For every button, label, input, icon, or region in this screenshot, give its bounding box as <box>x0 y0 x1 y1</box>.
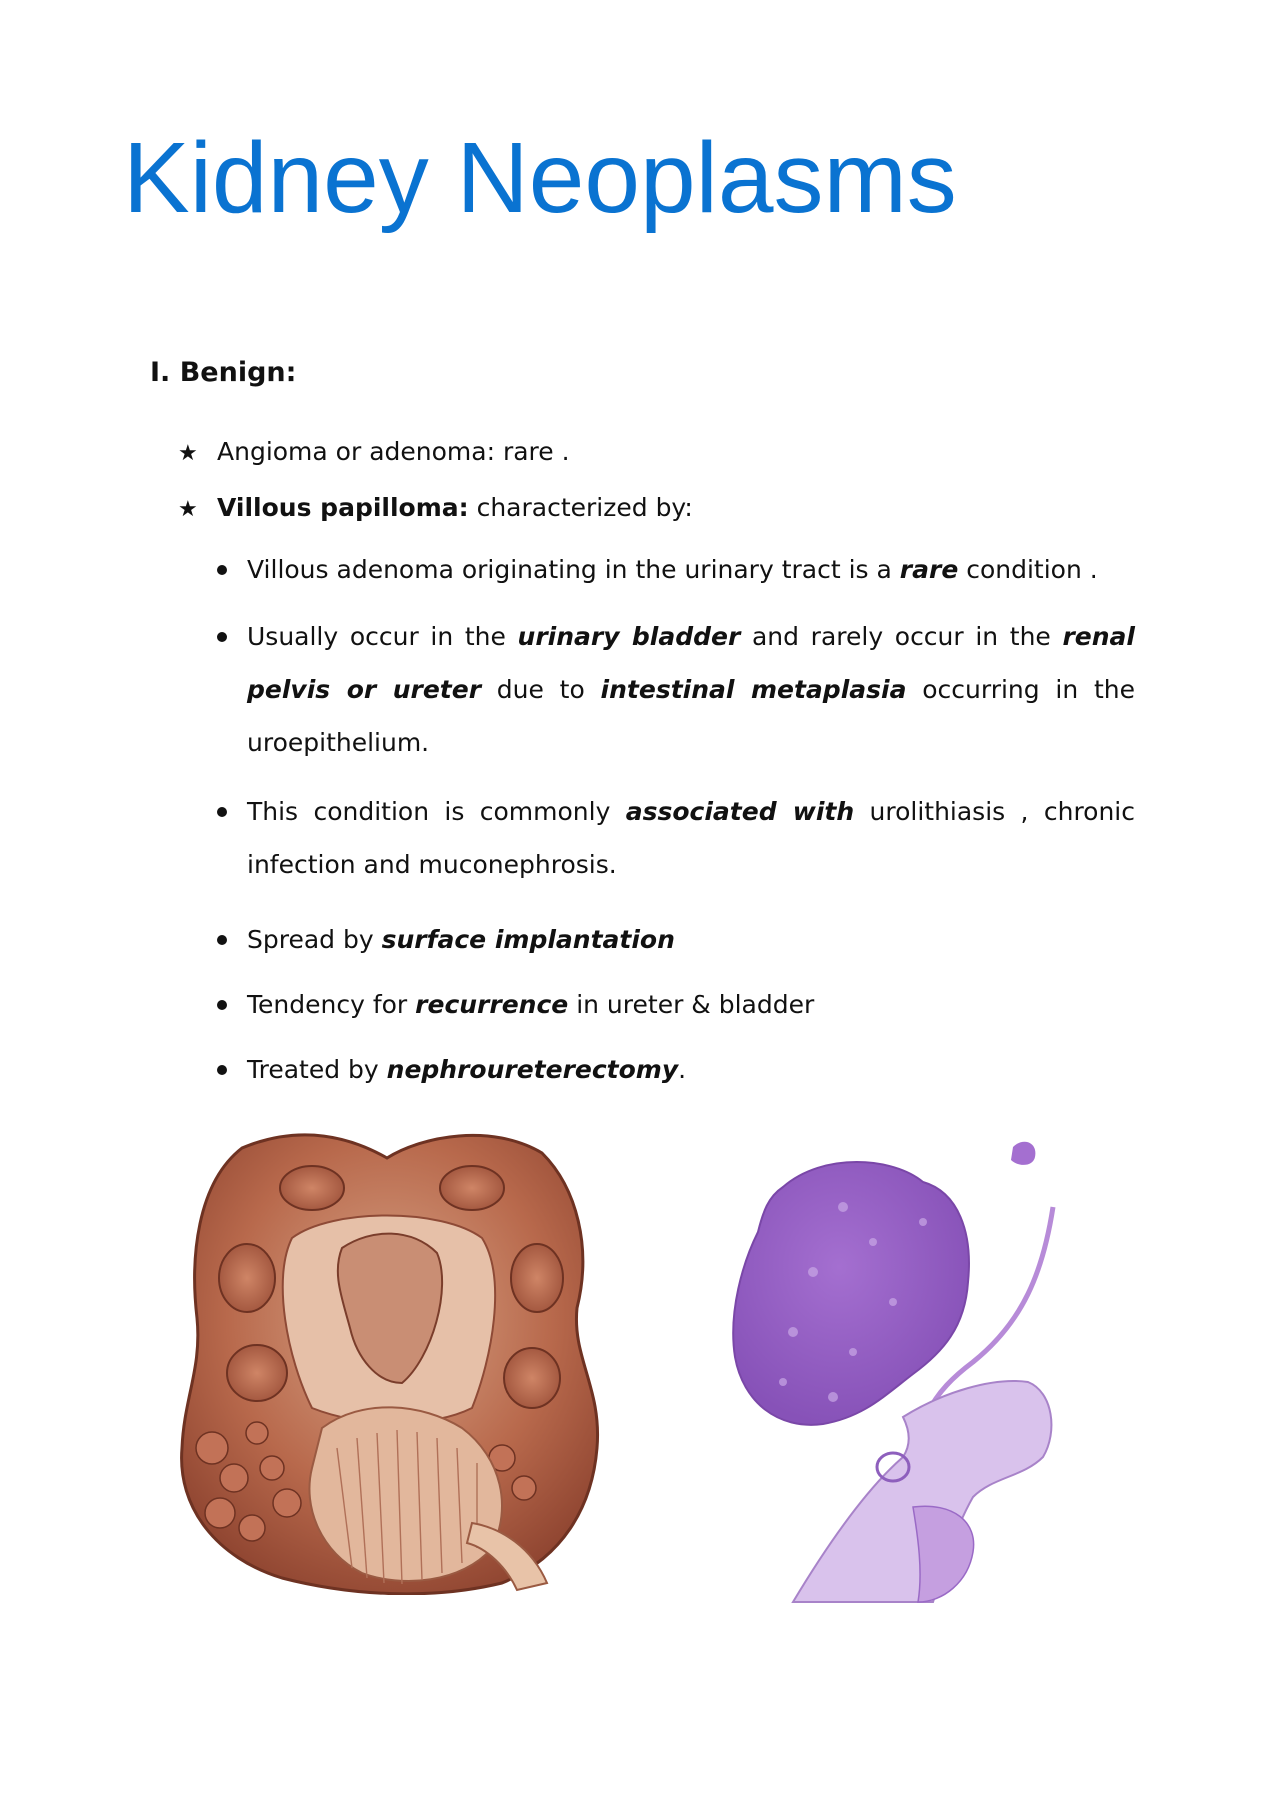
bullet-item: Tendency for recurrence in ureter & bladder <box>215 978 1135 1031</box>
list-item-villous-papilloma: ★ Villous papilloma: characterized by: <box>178 481 693 537</box>
benign-types-list <box>178 425 693 537</box>
calyx <box>511 1244 563 1312</box>
bullet-item: This condition is commonly associated with urolithiasis , chronic infection and muconephrosis. <box>215 785 1135 891</box>
calyx <box>227 1345 287 1401</box>
term-villous-papilloma: Villous papilloma: <box>217 493 469 522</box>
list-item-angioma: ★ Angioma or adenoma: rare . <box>178 425 693 481</box>
calyx <box>504 1348 560 1408</box>
bullet-item: Spread by surface implantation <box>215 913 1135 966</box>
villous-papilloma-characteristics <box>215 543 1135 1096</box>
page-title: Kidney Neoplasms <box>123 122 957 234</box>
muscularis <box>913 1506 974 1602</box>
section-heading-benign: I. Benign: <box>150 357 297 388</box>
bullet-dot-icon <box>217 565 227 575</box>
calyx <box>280 1166 344 1210</box>
bullet-dot-icon <box>217 632 227 642</box>
papillary-lesion <box>733 1162 969 1425</box>
fragment <box>1011 1142 1035 1165</box>
bullet-dot-icon <box>217 935 227 945</box>
bullet-dot-icon <box>217 1000 227 1010</box>
calyx <box>440 1166 504 1210</box>
bullet-item: Usually occur in the urinary bladder and rarely occur in the renal pelvis or ureter due to intestinal metaplasia occurring in the uroepithelium. <box>215 610 1135 769</box>
bullet-dot-icon <box>217 807 227 817</box>
star-icon: ★ <box>178 441 198 466</box>
bullet-dot-icon <box>217 1065 227 1075</box>
bullet-item: Villous adenoma originating in the urinary tract is a rare condition . <box>215 543 1135 596</box>
calyx <box>219 1244 275 1312</box>
bullet-item: Treated by nephroureterectomy. <box>215 1043 1135 1096</box>
kidney-gross-specimen-illustration <box>172 1128 612 1595</box>
histology-section-image <box>723 1112 1063 1610</box>
star-icon: ★ <box>178 497 198 522</box>
